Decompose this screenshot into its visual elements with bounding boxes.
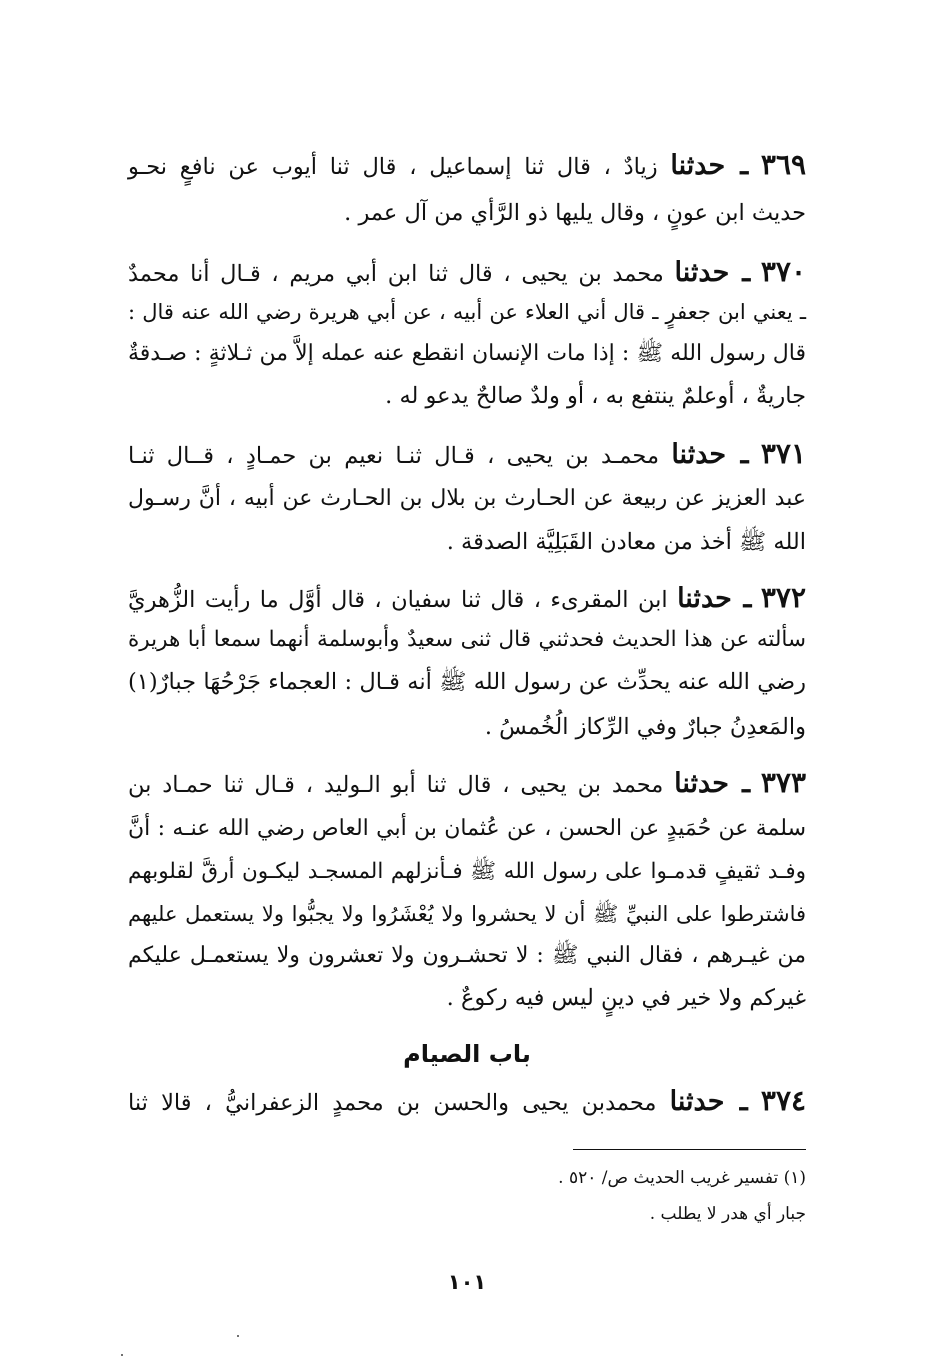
hadith-keyword: حدثنا — [671, 439, 727, 470]
hadith-keyword: حدثنا — [674, 768, 729, 799]
hadith-372-line-4: والمَعدِنُ جبارٌ وفي الرِّكاز الُخُمسُ . — [484, 714, 806, 740]
hadith-372-line-2: سألته عن هذا الحديث فحدثني قال ثنى سعيدٌ وأبوسلمة أنهما سمعا أبا هريرة — [128, 627, 806, 652]
hadith-373-line-3: وفـد ثقيفٍ قدمـوا على رسول الله ﷺ فـأنزلهم المسجـد ليكـون أرقَّ لقلوبهم — [128, 859, 806, 884]
hadith-text: محمدبن يحيى والحسن بن محمدٍ الزعفرانيُّ ، قالا ثنا — [128, 1090, 657, 1116]
hadith-number: ٣٧٣ — [760, 766, 806, 799]
hadith-373-line-2: سلمة عن حُمَيدٍ عن الحسن ، عن عُثمان بن أبي العاص رضي الله عنـه : أنَّ — [128, 816, 806, 841]
hadith-text: محمد بن يحيى ، قال ثنا أبو الـوليد ، قـال ثنا حمـاد بن — [128, 772, 664, 798]
scan-speck — [121, 1354, 123, 1356]
hadith-370-line-1: ٣٧٠ ـ حدثنا محمد بن يحيى ، قال ثنا ابن أبي مريم ، قـال أنا محمدٌ — [128, 255, 806, 288]
hadith-373-line-4: فاشترطوا على النبيِّ ﷺ أن لا يحشروا ولا يُعْشَرُوا ولا يجبُّوا ولا يستعمل عليهم — [128, 902, 806, 926]
hadith-text: محمد بن يحيى ، قال ثنا ابن أبي مريم ، قـال أنا محمدٌ — [128, 261, 664, 287]
scan-speck — [237, 1335, 239, 1337]
hadith-373-line-1: ٣٧٣ ـ حدثنا محمد بن يحيى ، قال ثنا أبو الـوليد ، قـال ثنا حمـاد بن — [128, 766, 806, 799]
hadith-371-line-1: ٣٧١ ـ حدثنا محمـد بن يحيى ، قـال ثنـا نعيم بن حمـادٍ ، قــال ثنـا — [128, 437, 807, 470]
hadith-369-line-2: حديث ابن عونٍ ، وقال يليها ذو الرَّأي من آل عمر . — [344, 200, 806, 226]
hadith-373-line-5: من غيـرهم ، فقال النبي ﷺ : لا تحشـرون ولا تعشرون ولا يستعمـل عليكم — [128, 943, 806, 968]
hadith-keyword: حدثنا — [674, 257, 730, 288]
hadith-number: ٣٧٤ — [760, 1084, 807, 1117]
hadith-371-line-3: الله ﷺ أخذ من معادن القَبَلِيَّة الصدقة . — [446, 529, 806, 555]
hadith-372-line-1: ٣٧٢ ـ حدثنا ابن المقرىء ، قال ثنا سفيان ، قال أوَّل ما رأيت الزُّهريَّ — [128, 581, 807, 614]
hadith-number: ٣٧٢ — [760, 581, 807, 614]
hadith-372-line-3: رضي الله عنه يحدِّث عن رسول الله ﷺ أنه قـال : العجماء جَرْحُهَا جبارٌ(١) — [128, 669, 806, 695]
hadith-number: ٣٧١ — [760, 437, 807, 470]
hadith-keyword: حدثنا — [670, 150, 726, 181]
hadith-370-line-4: جاريةٌ ، أوعلمٌ ينتفع به ، أو ولدٌ صالحٌ يدعو له . — [385, 383, 806, 409]
footnote-divider — [573, 1149, 806, 1150]
hadith-text: محمـد بن يحيى ، قـال ثنـا نعيم بن حمـادٍ ، قــال ثنـا — [128, 443, 660, 469]
hadith-371-line-2: عبد العزيز عن ربيعة عن الحـارث بن بلال بن الحـارث عن أبيه ، أنَّ رسـول — [128, 486, 806, 511]
hadith-number: ٣٦٩ — [760, 148, 807, 181]
hadith-keyword: حدثنا — [669, 1086, 725, 1117]
hadith-374-line-1: ٣٧٤ ـ حدثنا محمدبن يحيى والحسن بن محمدٍ الزعفرانيُّ ، قالا ثنا — [128, 1084, 807, 1117]
page-number: ١٠١ — [447, 1270, 487, 1294]
hadith-373-line-6: غيركم ولا خير في دينٍ ليس فيه ركوعٌ . — [446, 985, 806, 1011]
hadith-keyword: حدثنا — [677, 583, 732, 614]
hadith-text: ابن المقرىء ، قال ثنا سفيان ، قال أوَّل ما رأيت الزُّهريَّ — [128, 587, 668, 613]
hadith-370-line-2: ـ يعني ابن جعفرٍ ـ قال أني العلاء عن أبيه ، عن أبي هريرة رضي الله عنه قال : — [128, 300, 806, 324]
hadith-369-line-1: ٣٦٩ ـ حدثنا زيادٌ ، قال ثنا إسماعيل ، قال ثنا أيوب عن نافعٍ نحـو — [128, 148, 807, 181]
hadith-number: ٣٧٠ — [760, 255, 806, 288]
hadith-370-line-3: قال رسول الله ﷺ : إذا مات الإنسان انقطع عنه عمله إلاَّ من ثـلاثةٍ : صـدقةٌ — [128, 341, 806, 366]
footnote-2: جبار أي هدر لا يطلب . — [649, 1204, 806, 1224]
section-title: باب الصيام — [403, 1040, 531, 1068]
hadith-text: زيادٌ ، قال ثنا إسماعيل ، قال ثنا أيوب عن نافعٍ نحـو — [128, 154, 658, 180]
footnote-1: (١) تفسير غريب الحديث ص/ ٥٢٠ . — [558, 1168, 806, 1188]
